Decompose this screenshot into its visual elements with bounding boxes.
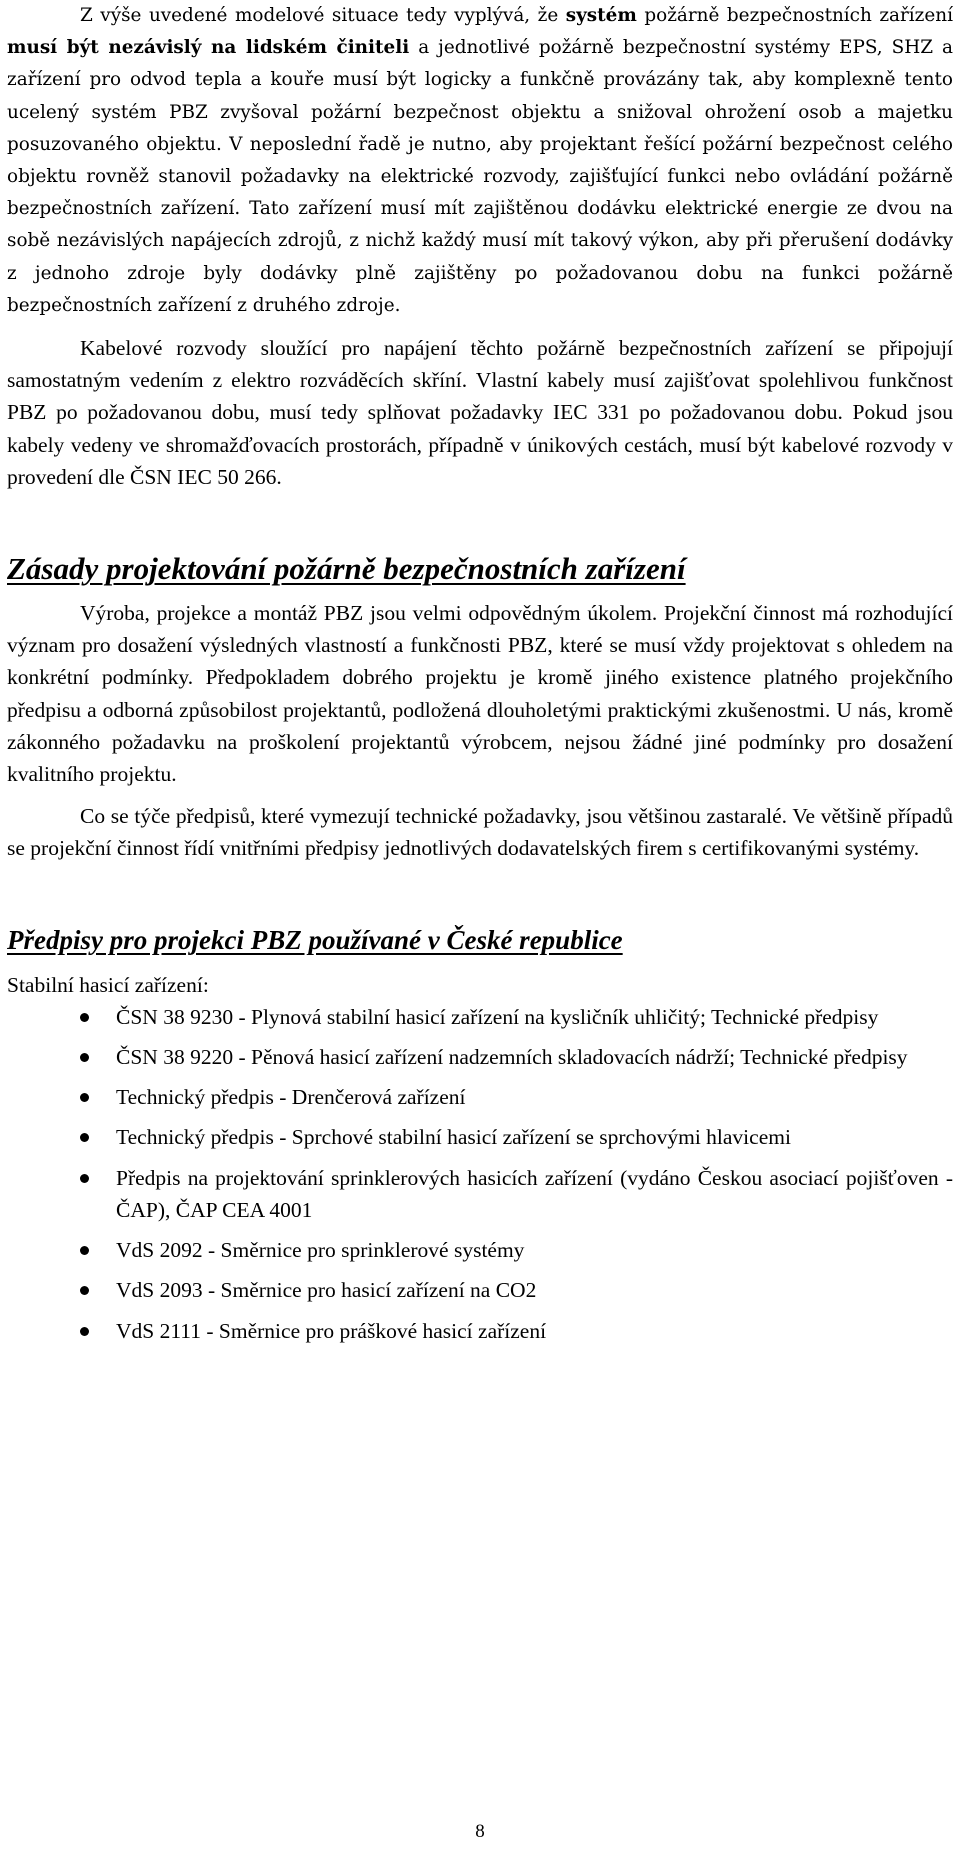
bullet-icon	[80, 1133, 89, 1142]
paragraph-1-text-c: a jednotlivé požárně bezpečnostní systémy EPS, SHZ a zařízení pro odvod tepla a kouře musí být logicky a funkčně provázány tak, aby komplexně tento ucelený systém PBZ zvyšoval požární bezpečnost objektu a snižoval ohrožení osob a majetku posuzovaného objektu. V neposlední řadě je nutno, aby projektant řešící požární bezpečnost celého objektu rovněž stanovil požadavky na elektrické rozvody, zajišťující funkci nebo ovládání požárně bezpečnostních zařízení. Tato zařízení musí mít zajištěnou dodávku elektrické energie ze dvou na sobě nezávislých napájecích zdrojů, z nichž každý musí mít takový výkon, aby při přerušení dodávky z jednoho zdroje byly dodávky plně zajištěny po požadovanou dobu na funkci požárně bezpečnostních zařízení z druhého zdroje.	[7, 37, 954, 316]
list-item-text: Předpis na projektování sprinklerových hasicích zařízení (vydáno Českou asociací pojišťoven - ČAP), ČAP CEA 4001	[116, 1165, 953, 1222]
list-item	[7, 1274, 953, 1306]
paragraph-2: Kabelové rozvody sloužící pro napájení těchto požárně bezpečnostních zařízení se připojují samostatným vedením z elektro rozváděcích skříní. Vlastní kabely musí zajišťovat spolehlivou funkčnost PBZ po požadovanou dobu, musí tedy splňovat požadavky IEC 331 po požadovanou dobu. Pokud jsou kabely vedeny ve shromažďovacích prostorách, případně v únikových cestách, musí být kabelové rozvody v provedení dle ČSN IEC 50 266.	[7, 336, 953, 489]
paragraph-3: Výroba, projekce a montáž PBZ jsou velmi odpovědným úkolem. Projekční činnost má rozhodující význam pro dosažení výsledných vlastností a funkčnosti PBZ, které se musí vždy projektovat s ohledem na konkrétní podmínky. Předpokladem dobrého projektu je kromě jiného existence platného projekčního předpisu a odborná způsobilost projektantů, podložená dlouholetými praktickými zkušenostmi. U nás, kromě zákonného požadavku na proškolení projektantů výrobcem, nejsou žádné jiné podmínky pro dosažení kvalitního projektu.	[7, 601, 953, 787]
list-item	[7, 1234, 953, 1266]
list-item-text: VdS 2093 - Směrnice pro hasicí zařízení na CO2	[116, 1278, 537, 1303]
list-item	[7, 1315, 953, 1347]
paragraph-1	[7, 0, 953, 322]
list-item-text: VdS 2111 - Směrnice pro práškové hasicí zařízení	[116, 1318, 547, 1343]
list-intro: Stabilní hasicí zařízení:	[7, 972, 209, 997]
list-item-text: ČSN 38 9230 - Plynová stabilní hasicí zařízení na kysličník uhličitý; Technické předpisy	[116, 1004, 879, 1029]
list-item	[7, 1121, 953, 1153]
paragraph-1-text-b: požárně bezpečnostních zařízení	[636, 5, 953, 26]
bullet-icon	[80, 1013, 89, 1022]
paragraph-4: Co se týče předpisů, které vymezují technické požadavky, jsou většinou zastaralé. Ve většině případů se projekční činnost řídí vnitřními předpisy jednotlivých dodavatelských firem s certifikovanými systémy.	[7, 804, 953, 861]
bullet-icon	[80, 1053, 89, 1062]
page-number: 8	[475, 1821, 485, 1842]
bullet-icon	[80, 1174, 89, 1183]
list-item-text: Technický předpis - Drenčerová zařízení	[116, 1085, 466, 1110]
paragraph-1-text-a: Z výše uvedené modelové situace tedy vyplývá, že	[80, 5, 566, 26]
paragraph-1-bold-a: systém	[565, 5, 637, 26]
list-item	[7, 1041, 953, 1073]
list-item	[7, 1081, 953, 1113]
bullet-icon	[80, 1093, 89, 1102]
list-item-text: ČSN 38 9220 - Pěnová hasicí zařízení nadzemních skladovacích nádrží; Technické předpisy	[116, 1045, 908, 1070]
list-item-text: Technický předpis - Sprchové stabilní hasicí zařízení se sprchovými hlavicemi	[116, 1125, 791, 1150]
list-item	[7, 1001, 953, 1033]
section-heading-predpisy: Předpisy pro projekci PBZ používané v České republice	[7, 924, 623, 955]
regulations-list	[7, 1001, 953, 1347]
paragraph-1-bold-b: musí být nezávislý na lidském činiteli	[7, 37, 410, 59]
bullet-icon	[80, 1246, 89, 1255]
list-item-text: VdS 2092 - Směrnice pro sprinklerové systémy	[116, 1238, 525, 1263]
bullet-icon	[80, 1327, 89, 1336]
document-page	[7, 0, 953, 1347]
list-item	[7, 1162, 953, 1226]
bullet-icon	[80, 1286, 89, 1295]
section-heading-zasady: Zásady projektování požárně bezpečnostních zařízení	[7, 551, 686, 587]
